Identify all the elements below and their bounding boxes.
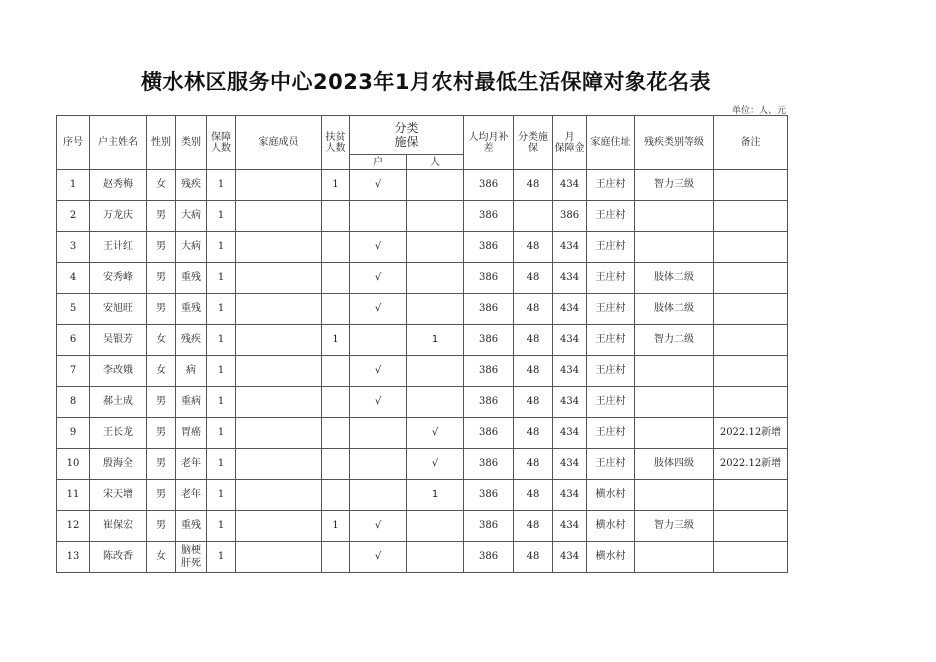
cell-avg: 386 xyxy=(464,170,514,201)
cell-disability xyxy=(635,232,714,263)
cell-hu xyxy=(350,480,407,511)
header-gender: 性别 xyxy=(147,116,176,170)
cell-name: 万龙庆 xyxy=(90,201,147,232)
cell-note xyxy=(714,325,788,356)
cell-name: 殷海全 xyxy=(90,449,147,480)
cell-poverty: 1 xyxy=(322,325,350,356)
cell-address: 王庄村 xyxy=(587,325,635,356)
cell-poverty xyxy=(322,356,350,387)
cell-avg: 386 xyxy=(464,480,514,511)
cell-poverty xyxy=(322,263,350,294)
cell-avg: 386 xyxy=(464,294,514,325)
cell-gender: 男 xyxy=(147,418,176,449)
cell-ren xyxy=(407,542,464,573)
cell-poverty xyxy=(322,201,350,232)
table-row xyxy=(57,449,788,480)
cell-members xyxy=(236,294,322,325)
header-address: 家庭住址 xyxy=(587,116,635,170)
cell-class-amount: 48 xyxy=(514,294,553,325)
cell-monthly: 434 xyxy=(553,418,587,449)
cell-name: 赵秀梅 xyxy=(90,170,147,201)
cell-seq: 12 xyxy=(57,511,90,542)
cell-note xyxy=(714,356,788,387)
cell-name: 安旭旺 xyxy=(90,294,147,325)
cell-poverty xyxy=(322,449,350,480)
header-disability: 残疾类别等级 xyxy=(635,116,714,170)
cell-members xyxy=(236,418,322,449)
cell-category: 老年 xyxy=(176,449,207,480)
table-row xyxy=(57,511,788,542)
cell-disability xyxy=(635,542,714,573)
cell-insured: 1 xyxy=(207,325,236,356)
cell-name: 王长龙 xyxy=(90,418,147,449)
table-row xyxy=(57,170,788,201)
cell-hu: √ xyxy=(350,387,407,418)
cell-hu xyxy=(350,201,407,232)
cell-class-amount: 48 xyxy=(514,325,553,356)
cell-disability xyxy=(635,201,714,232)
cell-note xyxy=(714,542,788,573)
cell-seq: 2 xyxy=(57,201,90,232)
cell-ren: 1 xyxy=(407,325,464,356)
cell-seq: 11 xyxy=(57,480,90,511)
table-row xyxy=(57,418,788,449)
cell-category: 胃癌 xyxy=(176,418,207,449)
cell-category: 病 xyxy=(176,356,207,387)
cell-hu xyxy=(350,325,407,356)
cell-poverty xyxy=(322,387,350,418)
page-title: 横水林区服务中心2023年1月农村最低生活保障对象花名表 xyxy=(140,70,712,94)
cell-avg: 386 xyxy=(464,418,514,449)
cell-poverty xyxy=(322,294,350,325)
cell-gender: 女 xyxy=(147,170,176,201)
cell-ren xyxy=(407,294,464,325)
cell-poverty xyxy=(322,480,350,511)
cell-address: 王庄村 xyxy=(587,418,635,449)
cell-address: 王庄村 xyxy=(587,387,635,418)
cell-address: 王庄村 xyxy=(587,294,635,325)
cell-ren xyxy=(407,170,464,201)
cell-insured: 1 xyxy=(207,542,236,573)
roster-table xyxy=(56,115,788,573)
cell-ren xyxy=(407,232,464,263)
cell-note: 2022.12新增 xyxy=(714,449,788,480)
cell-seq: 8 xyxy=(57,387,90,418)
cell-name: 安秀峰 xyxy=(90,263,147,294)
cell-disability xyxy=(635,387,714,418)
cell-gender: 男 xyxy=(147,449,176,480)
cell-seq: 7 xyxy=(57,356,90,387)
cell-note xyxy=(714,480,788,511)
cell-disability: 智力三级 xyxy=(635,170,714,201)
cell-address: 横水村 xyxy=(587,480,635,511)
cell-members xyxy=(236,263,322,294)
cell-members xyxy=(236,232,322,263)
cell-seq: 5 xyxy=(57,294,90,325)
cell-gender: 男 xyxy=(147,511,176,542)
cell-members xyxy=(236,449,322,480)
cell-disability xyxy=(635,480,714,511)
header-monthly: 月 保障金 xyxy=(553,116,587,170)
cell-avg: 386 xyxy=(464,542,514,573)
cell-insured: 1 xyxy=(207,511,236,542)
cell-disability: 肢体四级 xyxy=(635,449,714,480)
header-members: 家庭成员 xyxy=(236,116,322,170)
cell-class-amount: 48 xyxy=(514,263,553,294)
cell-name: 宋天增 xyxy=(90,480,147,511)
cell-monthly: 434 xyxy=(553,232,587,263)
cell-note xyxy=(714,232,788,263)
unit-label: 单位：人、元 xyxy=(731,106,786,116)
cell-note xyxy=(714,511,788,542)
cell-seq: 13 xyxy=(57,542,90,573)
cell-insured: 1 xyxy=(207,387,236,418)
cell-note xyxy=(714,170,788,201)
cell-address: 横水村 xyxy=(587,511,635,542)
cell-gender: 男 xyxy=(147,387,176,418)
cell-members xyxy=(236,542,322,573)
cell-note xyxy=(714,263,788,294)
table-row xyxy=(57,542,788,573)
table-row xyxy=(57,387,788,418)
cell-avg: 386 xyxy=(464,263,514,294)
cell-avg: 386 xyxy=(464,356,514,387)
cell-category: 大病 xyxy=(176,232,207,263)
cell-members xyxy=(236,511,322,542)
cell-category: 重残 xyxy=(176,511,207,542)
cell-seq: 4 xyxy=(57,263,90,294)
cell-insured: 1 xyxy=(207,418,236,449)
header-ren: 人 xyxy=(407,155,464,170)
cell-members xyxy=(236,325,322,356)
cell-seq: 9 xyxy=(57,418,90,449)
cell-disability xyxy=(635,356,714,387)
cell-ren xyxy=(407,263,464,294)
cell-poverty xyxy=(322,542,350,573)
cell-monthly: 434 xyxy=(553,356,587,387)
cell-avg: 386 xyxy=(464,201,514,232)
cell-insured: 1 xyxy=(207,449,236,480)
cell-hu: √ xyxy=(350,356,407,387)
cell-name: 崔保宏 xyxy=(90,511,147,542)
cell-seq: 1 xyxy=(57,170,90,201)
cell-address: 王庄村 xyxy=(587,263,635,294)
cell-hu: √ xyxy=(350,542,407,573)
cell-monthly: 434 xyxy=(553,480,587,511)
cell-class-amount: 48 xyxy=(514,418,553,449)
cell-monthly: 434 xyxy=(553,449,587,480)
cell-address: 王庄村 xyxy=(587,201,635,232)
cell-disability: 智力二级 xyxy=(635,325,714,356)
cell-poverty: 1 xyxy=(322,511,350,542)
cell-hu: √ xyxy=(350,232,407,263)
cell-disability xyxy=(635,418,714,449)
cell-hu: √ xyxy=(350,263,407,294)
cell-avg: 386 xyxy=(464,387,514,418)
cell-insured: 1 xyxy=(207,201,236,232)
cell-monthly: 386 xyxy=(553,201,587,232)
cell-gender: 男 xyxy=(147,201,176,232)
cell-class-amount: 48 xyxy=(514,449,553,480)
cell-address: 王庄村 xyxy=(587,356,635,387)
cell-avg: 386 xyxy=(464,325,514,356)
cell-category: 脑梗 肝死 xyxy=(176,542,207,573)
cell-class-amount: 48 xyxy=(514,170,553,201)
cell-category: 重病 xyxy=(176,387,207,418)
cell-category: 大病 xyxy=(176,201,207,232)
cell-category: 重残 xyxy=(176,263,207,294)
header-name: 户主姓名 xyxy=(90,116,147,170)
header-class-amount: 分类施 保 xyxy=(514,116,553,170)
cell-class-amount: 48 xyxy=(514,480,553,511)
cell-insured: 1 xyxy=(207,294,236,325)
cell-members xyxy=(236,201,322,232)
cell-ren: √ xyxy=(407,418,464,449)
cell-name: 陈改香 xyxy=(90,542,147,573)
cell-monthly: 434 xyxy=(553,542,587,573)
cell-seq: 6 xyxy=(57,325,90,356)
cell-avg: 386 xyxy=(464,511,514,542)
cell-avg: 386 xyxy=(464,449,514,480)
header-category: 类别 xyxy=(176,116,207,170)
cell-monthly: 434 xyxy=(553,387,587,418)
cell-members xyxy=(236,387,322,418)
cell-gender: 男 xyxy=(147,294,176,325)
cell-hu: √ xyxy=(350,511,407,542)
cell-ren xyxy=(407,387,464,418)
cell-ren xyxy=(407,356,464,387)
cell-class-amount xyxy=(514,201,553,232)
cell-monthly: 434 xyxy=(553,294,587,325)
cell-name: 吴银芳 xyxy=(90,325,147,356)
cell-gender: 女 xyxy=(147,356,176,387)
cell-class-amount: 48 xyxy=(514,542,553,573)
cell-poverty xyxy=(322,232,350,263)
cell-name: 李改娥 xyxy=(90,356,147,387)
cell-hu xyxy=(350,449,407,480)
header-poverty: 扶贫 人数 xyxy=(322,116,350,170)
cell-note xyxy=(714,201,788,232)
cell-ren xyxy=(407,511,464,542)
cell-monthly: 434 xyxy=(553,511,587,542)
table-row xyxy=(57,201,788,232)
cell-note xyxy=(714,387,788,418)
cell-ren: 1 xyxy=(407,480,464,511)
header-seq: 序号 xyxy=(57,116,90,170)
cell-gender: 男 xyxy=(147,263,176,294)
cell-disability: 智力三级 xyxy=(635,511,714,542)
header-insured: 保障 人数 xyxy=(207,116,236,170)
cell-name: 王计红 xyxy=(90,232,147,263)
cell-address: 王庄村 xyxy=(587,232,635,263)
cell-category: 残疾 xyxy=(176,325,207,356)
cell-poverty: 1 xyxy=(322,170,350,201)
cell-gender: 男 xyxy=(147,480,176,511)
cell-class-amount: 48 xyxy=(514,511,553,542)
cell-address: 王庄村 xyxy=(587,449,635,480)
cell-disability: 肢体二级 xyxy=(635,263,714,294)
header-note: 备注 xyxy=(714,116,788,170)
cell-disability: 肢体二级 xyxy=(635,294,714,325)
cell-address: 王庄村 xyxy=(587,170,635,201)
cell-seq: 3 xyxy=(57,232,90,263)
table-row xyxy=(57,480,788,511)
cell-hu xyxy=(350,418,407,449)
cell-hu: √ xyxy=(350,294,407,325)
cell-members xyxy=(236,356,322,387)
cell-class-amount: 48 xyxy=(514,232,553,263)
table-row xyxy=(57,263,788,294)
cell-class-amount: 48 xyxy=(514,387,553,418)
cell-category: 重残 xyxy=(176,294,207,325)
cell-gender: 女 xyxy=(147,325,176,356)
table-row xyxy=(57,232,788,263)
table-row xyxy=(57,356,788,387)
cell-ren xyxy=(407,201,464,232)
cell-gender: 男 xyxy=(147,232,176,263)
header-avg: 人均月补 差 xyxy=(464,116,514,170)
cell-hu: √ xyxy=(350,170,407,201)
cell-monthly: 434 xyxy=(553,263,587,294)
cell-category: 残疾 xyxy=(176,170,207,201)
cell-members xyxy=(236,170,322,201)
cell-insured: 1 xyxy=(207,356,236,387)
cell-poverty xyxy=(322,418,350,449)
cell-ren: √ xyxy=(407,449,464,480)
cell-address: 横水村 xyxy=(587,542,635,573)
header-classified: 分类 施保 xyxy=(350,116,464,155)
cell-insured: 1 xyxy=(207,170,236,201)
cell-insured: 1 xyxy=(207,480,236,511)
cell-insured: 1 xyxy=(207,232,236,263)
cell-note xyxy=(714,294,788,325)
table-row xyxy=(57,325,788,356)
cell-members xyxy=(236,480,322,511)
cell-seq: 10 xyxy=(57,449,90,480)
cell-class-amount: 48 xyxy=(514,356,553,387)
cell-note: 2022.12新增 xyxy=(714,418,788,449)
cell-category: 老年 xyxy=(176,480,207,511)
cell-gender: 女 xyxy=(147,542,176,573)
cell-monthly: 434 xyxy=(553,325,587,356)
cell-name: 郝土成 xyxy=(90,387,147,418)
cell-monthly: 434 xyxy=(553,170,587,201)
header-hu: 户 xyxy=(350,155,407,170)
table-row xyxy=(57,294,788,325)
cell-insured: 1 xyxy=(207,263,236,294)
cell-avg: 386 xyxy=(464,232,514,263)
